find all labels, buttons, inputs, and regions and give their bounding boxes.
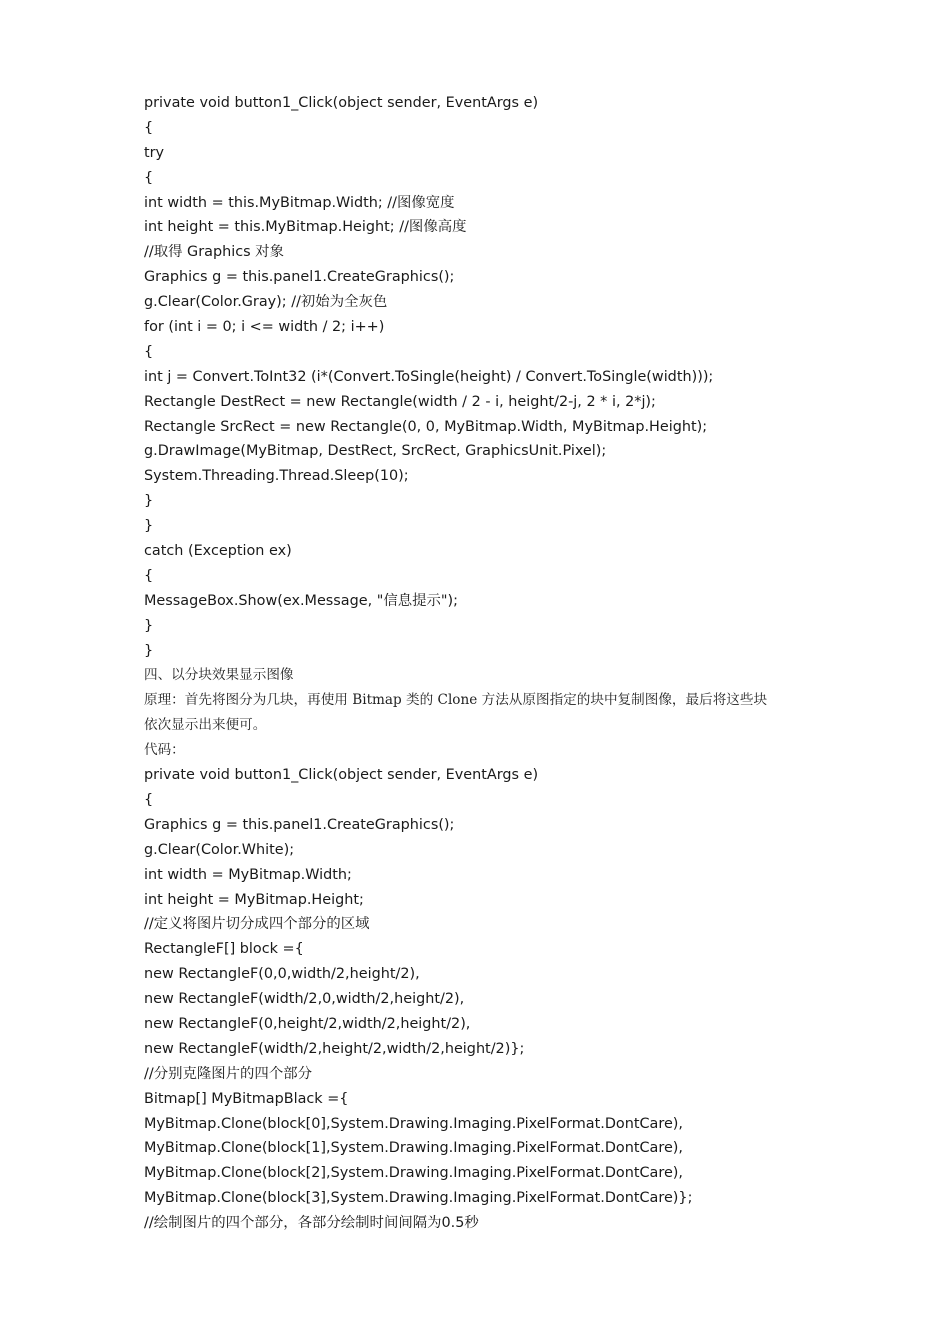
code-line: Bitmap[] MyBitmapBlack ={ [144,1090,349,1107]
code-line: { [144,119,154,136]
code-line: } [144,518,154,535]
code-line: } [144,493,154,510]
code-line: { [144,791,154,808]
code-line: int height = MyBitmap.Height; [144,891,364,908]
code-line: catch (Exception ex) [144,543,292,560]
code-line: MyBitmap.Clone(block[2],System.Drawing.Imaging.PixelFormat.DontCare), [144,1165,683,1182]
code-line: //绘制图片的四个部分，各部分绘制时间间隔为0.5秒 [144,1215,479,1232]
code-line: RectangleF[] block ={ [144,941,304,958]
code-line: new RectangleF(0,height/2,width/2,height/2), [144,1015,471,1032]
code-line: g.Clear(Color.White); [144,841,295,858]
code-line: //取得 Graphics 对象 [144,244,284,261]
code-line: private void button1_Click(object sender, EventArgs e) [144,95,539,111]
text-line: 依次显示出来便可。 [144,717,267,734]
code-line: MyBitmap.Clone(block[1],System.Drawing.Imaging.PixelFormat.DontCare), [144,1140,683,1157]
code-line: System.Threading.Thread.Sleep(10); [144,468,409,485]
code-line: MyBitmap.Clone(block[3],System.Drawing.Imaging.PixelFormat.DontCare)}; [144,1190,693,1207]
code-line: { [144,343,154,360]
code-line: for (int i = 0; i <= width / 2; i++) [144,319,385,336]
code-line: int width = MyBitmap.Width; [144,866,352,883]
code-line: new RectangleF(0,0,width/2,height/2), [144,966,420,983]
code-line: int width = this.MyBitmap.Width; //图像宽度 [144,194,455,211]
text-line: 四、以分块效果显示图像 [144,667,294,684]
code-line: g.Clear(Color.Gray); //初始为全灰色 [144,294,388,311]
code-line: //分别克隆图片的四个部分 [144,1065,312,1082]
code-line: MessageBox.Show(ex.Message, "信息提示"); [144,592,459,609]
text-line: 原理：首先将图分为几块，再使用 Bitmap 类的 Clone 方法从原图指定的块中复制图像，最后将这些块 [144,692,768,709]
code-line: } [144,642,154,659]
code-line: int j = Convert.ToInt32 (i*(Convert.ToSingle(height) / Convert.ToSingle(width))); [144,368,714,385]
code-line: { [144,169,154,186]
code-line: //定义将图片切分成四个部分的区域 [144,916,370,933]
code-line: private void button1_Click(object sender, EventArgs e) [144,767,539,784]
code-line: MyBitmap.Clone(block[0],System.Drawing.Imaging.PixelFormat.DontCare), [144,1115,683,1132]
code-line: new RectangleF(width/2,height/2,width/2,height/2)}; [144,1040,525,1057]
code-line: g.DrawImage(MyBitmap, DestRect, SrcRect, GraphicsUnit.Pixel); [144,443,607,460]
code-line: Rectangle DestRect = new Rectangle(width / 2 - i, height/2-j, 2 * i, 2*j); [144,393,656,410]
code-line: Graphics g = this.panel1.CreateGraphics(); [144,269,455,286]
code-line: new RectangleF(width/2,0,width/2,height/2), [144,991,465,1008]
code-line: { [144,567,154,584]
code-line: Rectangle SrcRect = new Rectangle(0, 0, MyBitmap.Width, MyBitmap.Height); [144,418,708,435]
code-line: } [144,617,154,634]
code-line: try [144,144,165,161]
document-body [144,91,824,1236]
code-line: Graphics g = this.panel1.CreateGraphics(); [144,816,455,833]
text-line: 代码： [144,742,185,759]
code-line: int height = this.MyBitmap.Height; //图像高度 [144,219,467,236]
